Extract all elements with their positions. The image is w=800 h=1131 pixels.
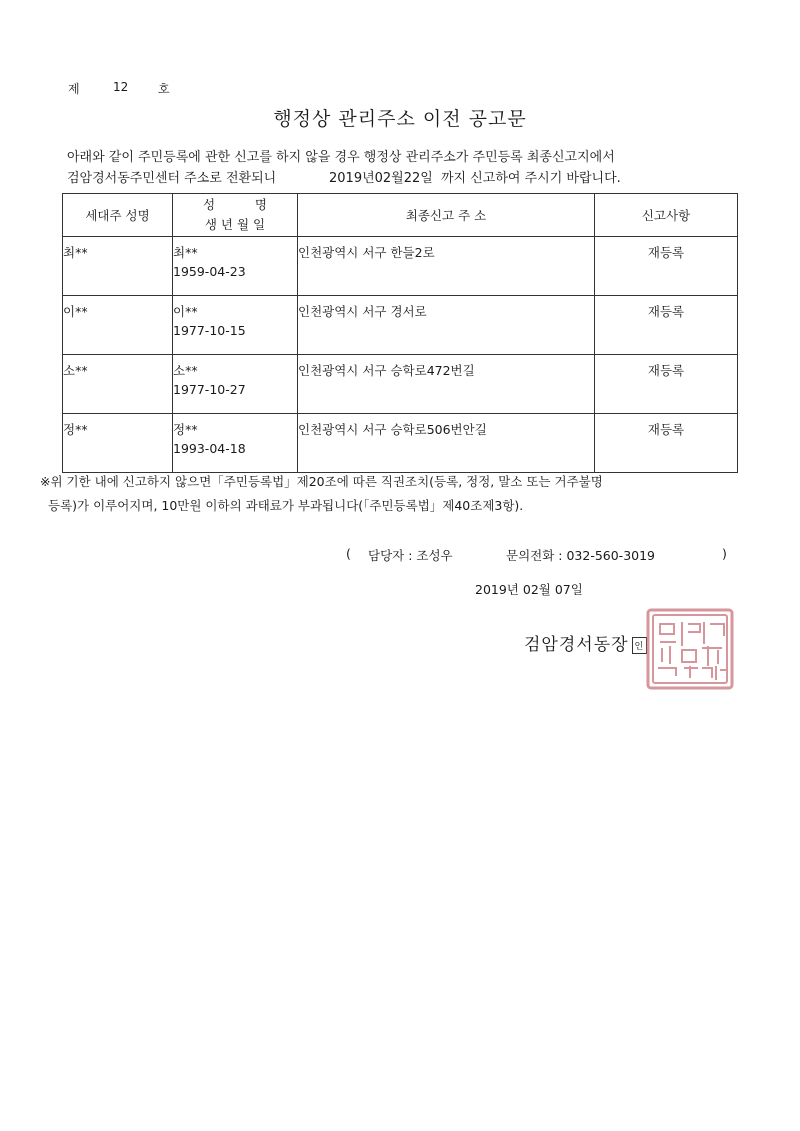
cell-birth: 1993-04-18 bbox=[173, 441, 246, 456]
cell-note: 재등록 bbox=[595, 237, 738, 296]
contact-close: ) bbox=[722, 546, 727, 561]
signature-name: 검암경서동장 bbox=[524, 635, 629, 655]
header-note: 신고사항 bbox=[595, 194, 738, 237]
cell-name-birth bbox=[173, 355, 298, 414]
cell-note: 재등록 bbox=[595, 414, 738, 473]
issue-value: 12 bbox=[113, 80, 129, 94]
cell-householder: 정** bbox=[63, 414, 173, 473]
issue-date: 2019년 02월 07일 bbox=[475, 582, 583, 597]
table-row bbox=[63, 237, 738, 296]
cell-birth: 1959-04-23 bbox=[173, 264, 246, 279]
table-row bbox=[63, 296, 738, 355]
table-row bbox=[63, 355, 738, 414]
cell-name-birth bbox=[173, 296, 298, 355]
cell-householder: 이** bbox=[63, 296, 173, 355]
table-header-row bbox=[63, 194, 738, 237]
contact-manager: 담당자 : 조성우 bbox=[368, 548, 453, 563]
cell-name: 이** bbox=[173, 304, 198, 319]
signature bbox=[524, 630, 647, 655]
cell-address: 인천광역시 서구 승학로506번안길 bbox=[298, 414, 595, 473]
header-name: 성 명 bbox=[203, 197, 267, 212]
issue-prefix: 제 bbox=[68, 82, 80, 96]
official-seal-icon bbox=[644, 606, 736, 692]
page-title: 행정상 관리주소 이전 공고문 bbox=[273, 108, 527, 130]
intro-line-1: 아래와 같이 주민등록에 관한 신고를 하지 않을 경우 행정상 관리주소가 주민등록 최종신고지에서 bbox=[67, 150, 615, 165]
cell-householder: 소** bbox=[63, 355, 173, 414]
contact-open: ( bbox=[346, 546, 351, 561]
footnote-line-1: ※위 기한 내에 신고하지 않으면「주민등록법」제20조에 따른 직권조치(등록, 정정, 말소 또는 거주불명 bbox=[40, 474, 603, 489]
header-address: 최종신고 주 소 bbox=[298, 194, 595, 237]
seal-mark-box: 인 bbox=[632, 637, 648, 654]
footnote-line-2: 등록)가 이루어지며, 10만원 이하의 과태료가 부과됩니다(「주민등록법」제40조제3항). bbox=[48, 498, 524, 513]
deadline-date: 2019년02월22일 bbox=[329, 171, 433, 186]
cell-name-birth bbox=[173, 237, 298, 296]
cell-address: 인천광역시 서구 한들2로 bbox=[298, 237, 595, 296]
intro-line-2 bbox=[67, 167, 621, 186]
intro-line-2-tail: 까지 신고하여 주시기 바랍니다. bbox=[441, 171, 621, 186]
cell-householder: 최** bbox=[63, 237, 173, 296]
cell-note: 재등록 bbox=[595, 355, 738, 414]
cell-name-birth bbox=[173, 414, 298, 473]
cell-name: 소** bbox=[173, 363, 198, 378]
cell-address: 인천광역시 서구 승학로472번길 bbox=[298, 355, 595, 414]
cell-birth: 1977-10-27 bbox=[173, 382, 246, 397]
cell-address: 인천광역시 서구 경서로 bbox=[298, 296, 595, 355]
cell-birth: 1977-10-15 bbox=[173, 323, 246, 338]
intro-line-2-text: 검암경서동주민센터 주소로 전환되니 bbox=[67, 171, 277, 186]
cell-name: 정** bbox=[173, 422, 198, 437]
cell-note: 재등록 bbox=[595, 296, 738, 355]
notice-table bbox=[62, 193, 738, 473]
header-householder: 세대주 성명 bbox=[63, 194, 173, 237]
issue-suffix: 호 bbox=[158, 82, 170, 96]
cell-name: 최** bbox=[173, 245, 198, 260]
header-birth: 생 년 월 일 bbox=[204, 217, 266, 232]
contact-phone: 문의전화 : 032-560-3019 bbox=[506, 548, 656, 563]
header-name-birth bbox=[173, 194, 298, 237]
table-row bbox=[63, 414, 738, 473]
